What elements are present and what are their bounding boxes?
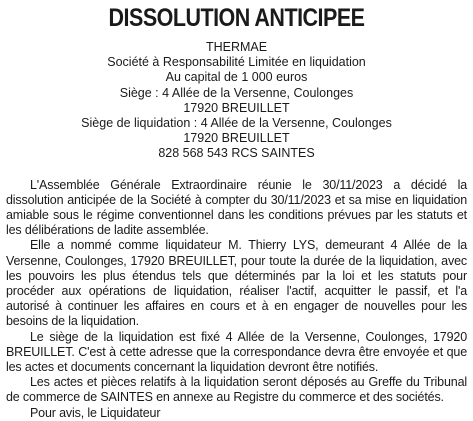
paragraph-filing: Les actes et pièces relatifs à la liquidation seront déposés au Greffe du Tribunal de commerce de SAINTES en annexe au Registre du commerce et des sociétés. — [6, 375, 467, 405]
company-header — [6, 35, 467, 162]
company-seat-line2: 17920 BREUILLET — [183, 100, 290, 115]
company-rcs: 828 568 543 RCS SAINTES — [158, 146, 315, 161]
notice-title: DISSOLUTION ANTICIPEE — [108, 4, 365, 32]
paragraph-liquidator: Elle a nommé comme liquidateur M. Thierry LYS, demeurant 4 Allée de la Versenne, Coulonges, 17920 BREUILLET, pour toute la durée de la liquidation, avec les pouvoirs les plus étendus tels que déterminés par la loi et les statuts pour procéder aux opérations de liquidation, réaliser l'actif, acquitter le passif, et l'a autorisé à continuer les affaires en cours et à en engager de nouvelles pour les besoins de la liquidation. — [6, 238, 467, 329]
company-liquidation-seat-line2: 17920 BREUILLET — [183, 131, 290, 146]
company-name: THERMAE — [205, 40, 268, 54]
paragraph-dissolution: L'Assemblée Générale Extraordinaire réunie le 30/11/2023 a décidé la dissolution anticipée de la Société à compter du 30/11/2023 et sa mise en liquidation amiable sous le régime conventionnel dans les conditions prévues par les statuts et les délibérations de ladite assemblée. — [6, 177, 467, 238]
company-capital: Au capital de 1 000 euros — [165, 70, 308, 85]
company-liquidation-seat-line1: Siège de liquidation : 4 Allée de la Versenne, Coulonges — [81, 116, 392, 131]
notice-body — [6, 178, 467, 421]
company-legal-form: Société à Responsabilité Limitée en liquidation — [107, 55, 366, 70]
company-seat-line1: Siège : 4 Allée de la Versenne, Coulonges — [119, 85, 354, 100]
paragraph-liquidation-seat: Le siège de la liquidation est fixé 4 Allée de la Versenne, Coulonges, 17920 BREUILLET. C'est à cette adresse que la correspondance devra être envoyée et que les actes et documents concernant la liquidation devront être notifiés. — [6, 329, 467, 375]
paragraph-signature: Pour avis, le Liquidateur — [30, 405, 161, 420]
